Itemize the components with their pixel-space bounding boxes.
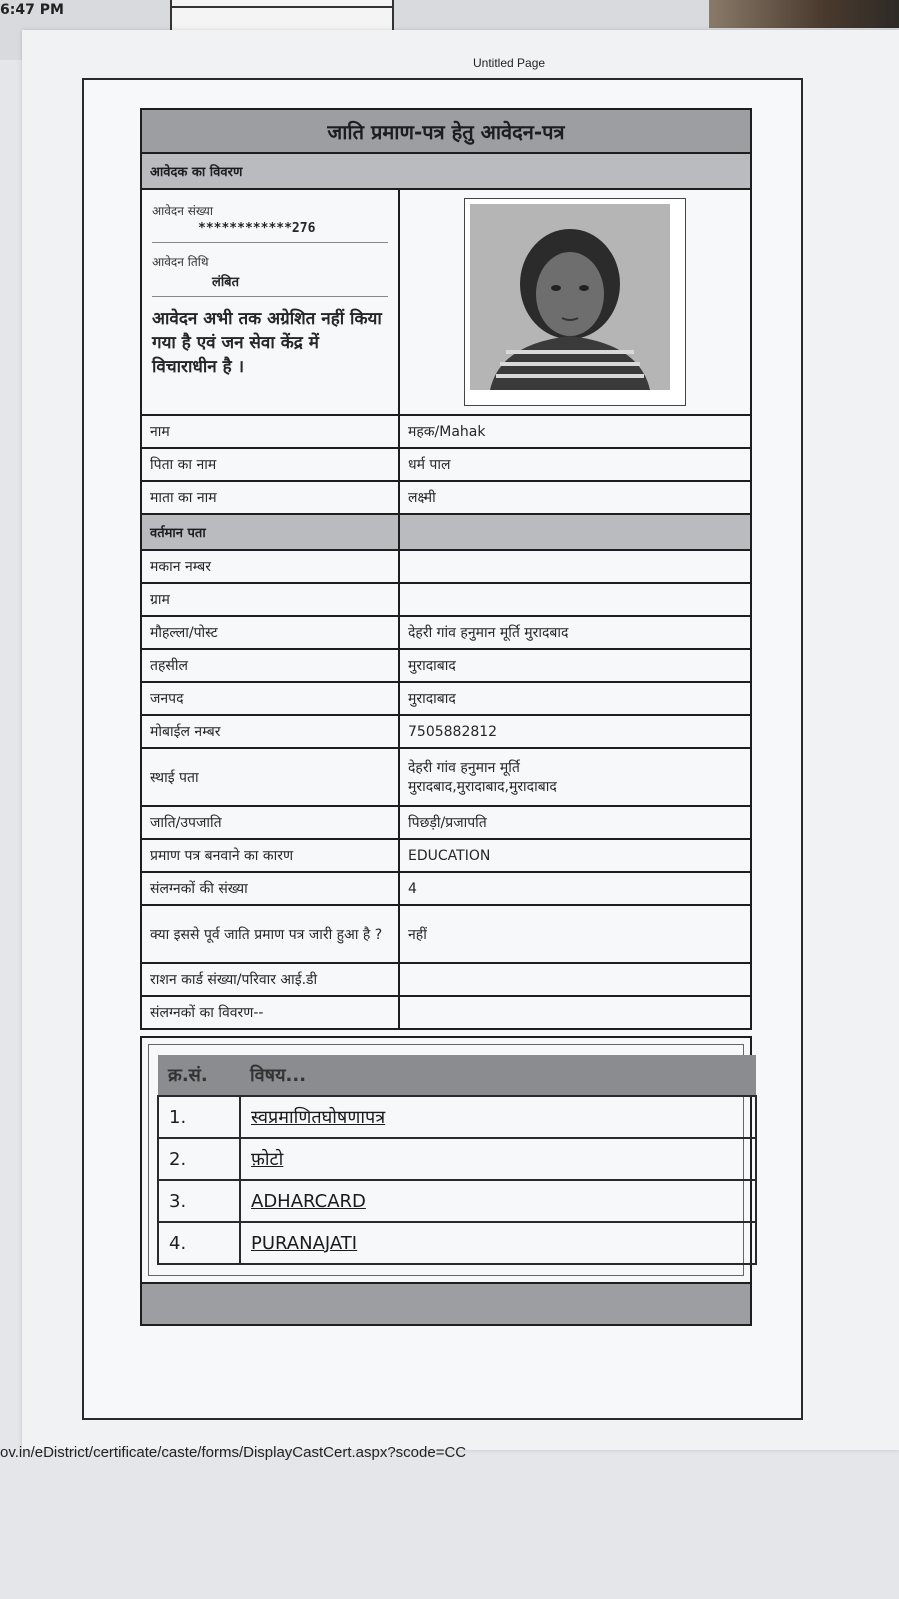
district-label: जनपद bbox=[141, 682, 399, 715]
mohalla-label: मौहल्ला/पोस्ट bbox=[141, 616, 399, 649]
attachments-table bbox=[157, 1055, 757, 1265]
col-serial-header: क्र.सं. bbox=[158, 1055, 240, 1096]
background-object bbox=[709, 0, 899, 28]
name-value: महक/Mahak bbox=[399, 415, 751, 448]
current-address-header-blank bbox=[399, 514, 751, 550]
caste-value: पिछड़ी/प्रजापति bbox=[399, 806, 751, 839]
district-value: मुरादाबाद bbox=[399, 682, 751, 715]
form-footer-bar bbox=[140, 1284, 752, 1326]
father-label: पिता का नाम bbox=[141, 448, 399, 481]
reason-value: EDUCATION bbox=[399, 839, 751, 872]
application-info bbox=[141, 189, 399, 415]
table-row bbox=[158, 1180, 756, 1222]
col-subject-header: विषय... bbox=[240, 1055, 756, 1096]
row-number: 4. bbox=[158, 1222, 240, 1264]
house-label: मकान नम्बर bbox=[141, 550, 399, 583]
mobile-label: मोबाईल नम्बर bbox=[141, 715, 399, 748]
application-number: ************276 bbox=[198, 221, 316, 236]
page-url: ov.in/eDistrict/certificate/caste/forms/DisplayCastCert.aspx?scode=CC bbox=[0, 1444, 467, 1461]
form-title: जाति प्रमाण-पत्र हेतु आवेदन-पत्र bbox=[141, 109, 751, 153]
current-address-header: वर्तमान पता bbox=[141, 514, 399, 550]
status-time: 6:47 PM bbox=[0, 2, 64, 18]
application-number-label: आवेदन संख्या bbox=[152, 204, 213, 218]
attachments-details-value bbox=[399, 996, 751, 1029]
attachment-link[interactable]: स्वप्रमाणितघोषणापत्र bbox=[251, 1107, 386, 1128]
photo-cell bbox=[399, 189, 751, 415]
attachments-header-row bbox=[158, 1055, 756, 1096]
pending-note: आवेदन अभी तक अग्रेशित नहीं किया गया है एवं जन सेवा केंद्र में विचाराधीन है । bbox=[152, 309, 382, 377]
applicant-photo-frame bbox=[464, 198, 686, 406]
village-value bbox=[399, 583, 751, 616]
row-number: 1. bbox=[158, 1096, 240, 1138]
permanent-address-label: स्थाई पता bbox=[141, 748, 399, 806]
village-label: ग्राम bbox=[141, 583, 399, 616]
father-value: धर्म पाल bbox=[399, 448, 751, 481]
table-row bbox=[158, 1096, 756, 1138]
table-row bbox=[158, 1222, 756, 1264]
house-value bbox=[399, 550, 751, 583]
form-table bbox=[140, 108, 752, 1030]
name-label: नाम bbox=[141, 415, 399, 448]
previous-certificate-label: क्या इससे पूर्व जाति प्रमाण पत्र जारी हुआ है ? bbox=[141, 905, 399, 963]
tehsil-label: तहसील bbox=[141, 649, 399, 682]
applicant-section-header: आवेदक का विवरण bbox=[141, 153, 751, 189]
attachments-box bbox=[140, 1036, 752, 1284]
row-number: 3. bbox=[158, 1180, 240, 1222]
permanent-address-line2: मुरादबाद,मुरादाबाद,मुरादाबाद bbox=[408, 779, 557, 795]
permanent-address-line1: देहरी गांव हनुमान मूर्ति bbox=[408, 760, 520, 776]
ration-card-label: राशन कार्ड संख्या/परिवार आई.डी bbox=[141, 963, 399, 996]
attachments-inner bbox=[148, 1044, 744, 1276]
attachment-link[interactable]: PURANAJATI bbox=[251, 1232, 358, 1254]
page-title: Untitled Page bbox=[473, 56, 546, 70]
caste-application-form bbox=[140, 108, 752, 1326]
attachments-count-value: 4 bbox=[399, 872, 751, 905]
mobile-value: 7505882812 bbox=[399, 715, 751, 748]
attachments-details-label: संलग्नकों का विवरण-- bbox=[141, 996, 399, 1029]
mother-label: माता का नाम bbox=[141, 481, 399, 514]
row-number: 2. bbox=[158, 1138, 240, 1180]
reason-label: प्रमाण पत्र बनवाने का कारण bbox=[141, 839, 399, 872]
attachments-count-label: संलग्नकों की संख्या bbox=[141, 872, 399, 905]
attachment-link[interactable]: ADHARCARD bbox=[251, 1190, 366, 1212]
attachment-link[interactable]: फ़ोटो bbox=[251, 1149, 284, 1170]
table-row bbox=[158, 1138, 756, 1180]
permanent-address-value bbox=[399, 748, 751, 806]
applicant-photo bbox=[470, 204, 670, 390]
ration-card-value bbox=[399, 963, 751, 996]
caste-label: जाति/उपजाति bbox=[141, 806, 399, 839]
tehsil-value: मुरादाबाद bbox=[399, 649, 751, 682]
previous-certificate-value: नहीं bbox=[399, 905, 751, 963]
mother-value: लक्ष्मी bbox=[399, 481, 751, 514]
application-date: लंबित bbox=[212, 275, 240, 290]
person-silhouette-icon bbox=[470, 204, 670, 390]
mohalla-value: देहरी गांव हनुमान मूर्ति मुरादबाद bbox=[399, 616, 751, 649]
application-date-label: आवेदन तिथि bbox=[152, 255, 209, 269]
